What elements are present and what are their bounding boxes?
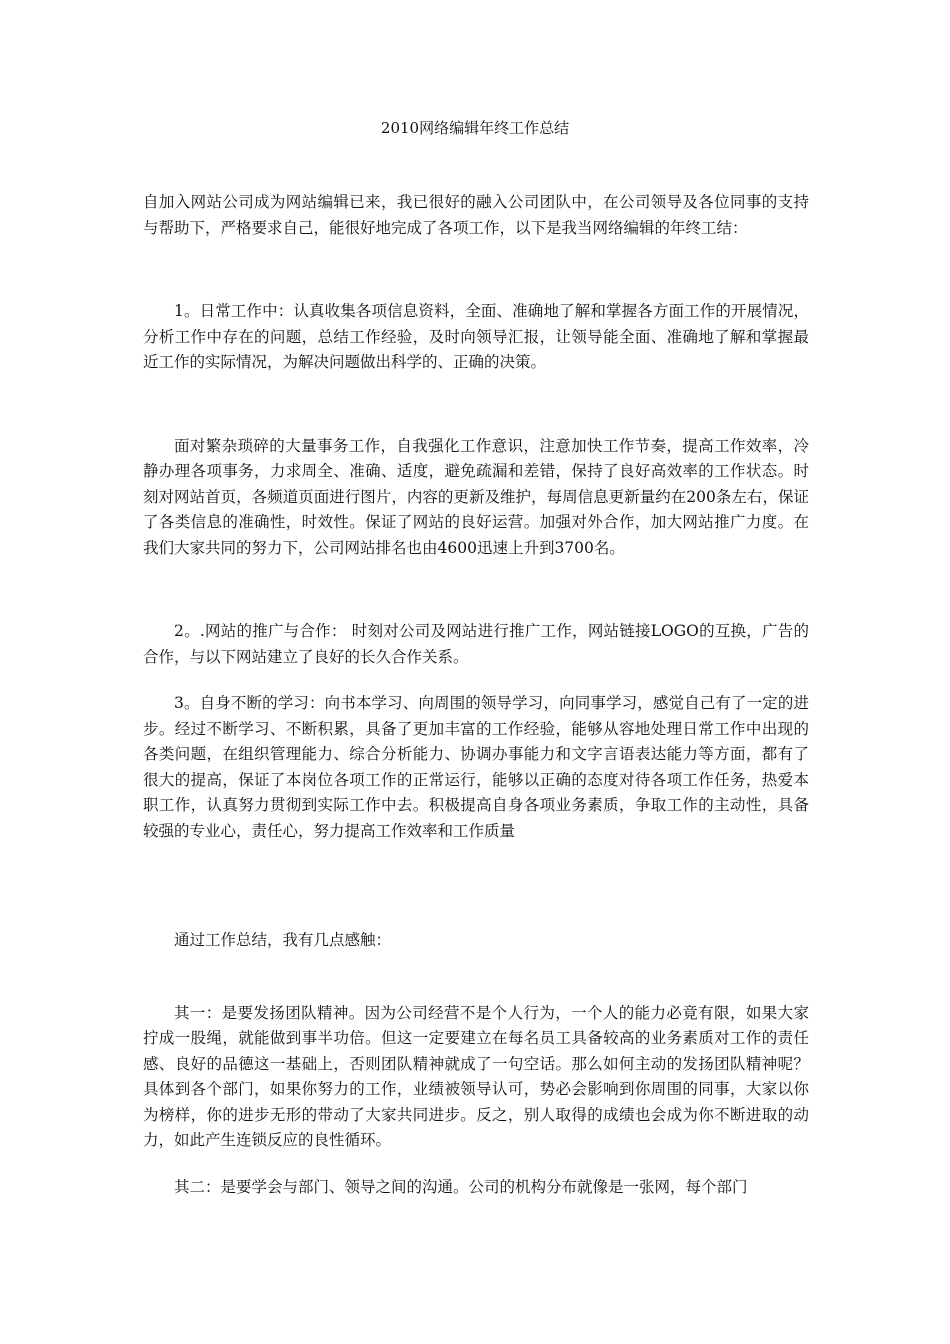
teamwork-paragraph: 其一：是要发扬团队精神。因为公司经营不是个人行为，一个人的能力必竟有限，如果大家拧成一股绳，就能做到事半功倍。但这一定要建立在每名员工具备较高的业务素质对工作的责任感、良好的品德这一基础上，否则团队精神就成了一句空话。那么如何主动的发扬团队精神呢？具体到各个部门，如果你努力的工作，业绩被领导认可，势必会影响到你周围的同事，大家以你为榜样，你的进步无形的带动了大家共同进步。反之，别人取得的成绩也会成为你不断进取的动力，如此产生连锁反应的良性循环。 <box>143 1003 809 1149</box>
promotion-paragraph: 2。.网站的推广与合作： 时刻对公司及网站进行推广工作，网站链接LOGO的互换，广告的合作，与以下网站建立了良好的长久合作关系。 <box>143 622 809 666</box>
daily-work-paragraph: 1。日常工作中：认真收集各项信息资料，全面、准确地了解和掌握各方面工作的开展情况，分析工作中存在的问题，总结工作经验，及时向领导汇报，让领导能全面、准确地了解和掌握最近工作的实际情况，为解决问题做出科学的、正确的决策。 <box>143 302 809 371</box>
document-body <box>143 190 809 1200</box>
document-title: 2010网络编辑年终工作总结 <box>380 119 570 137</box>
communication-paragraph: 其二：是要学会与部门、领导之间的沟通。公司的机构分布就像是一张网，每个部门 <box>174 1177 748 1196</box>
intro-paragraph: 自加入网站公司成为网站编辑已来，我已很好的融入公司团队中，在公司领导及各位同事的支持与帮助下，严格要求自己，能很好地完成了各项工作，以下是我当网络编辑的年终工结： <box>143 193 809 237</box>
reflection-intro-paragraph: 通过工作总结，我有几点感触： <box>174 931 392 949</box>
efficiency-paragraph: 面对繁杂琐碎的大量事务工作，自我强化工作意识，注意加快工作节奏，提高工作效率，冷静办理各项事务，力求周全、准确、适度，避免疏漏和差错，保持了良好高效率的工作状态。时刻对网站首页，各频道页面进行图片，内容的更新及维护，每周信息更新量约在200条左右，保证了各类信息的准确性，时效性。保证了网站的良好运营。加强对外合作，加大网站推广力度。在我们大家共同的努力下，公司网站排名也由4600迅速上升到3700名。 <box>143 436 809 557</box>
learning-paragraph: 3。自身不断的学习：向书本学习、向周围的领导学习，向同事学习，感觉自己有了一定的进步。经过不断学习、不断积累，具备了更加丰富的工作经验，能够从容地处理日常工作中出现的各类问题，在组织管理能力、综合分析能力、协调办事能力和文字言语表达能力等方面，都有了很大的提高，保证了本岗位各项工作的正常运行，能够以正确的态度对待各项工作任务，热爱本职工作，认真努力贯彻到实际工作中去。积极提高自身各项业务素质，争取工作的主动性，具备较强的专业心，责任心，努力提高工作效率和工作质量 <box>143 694 809 840</box>
